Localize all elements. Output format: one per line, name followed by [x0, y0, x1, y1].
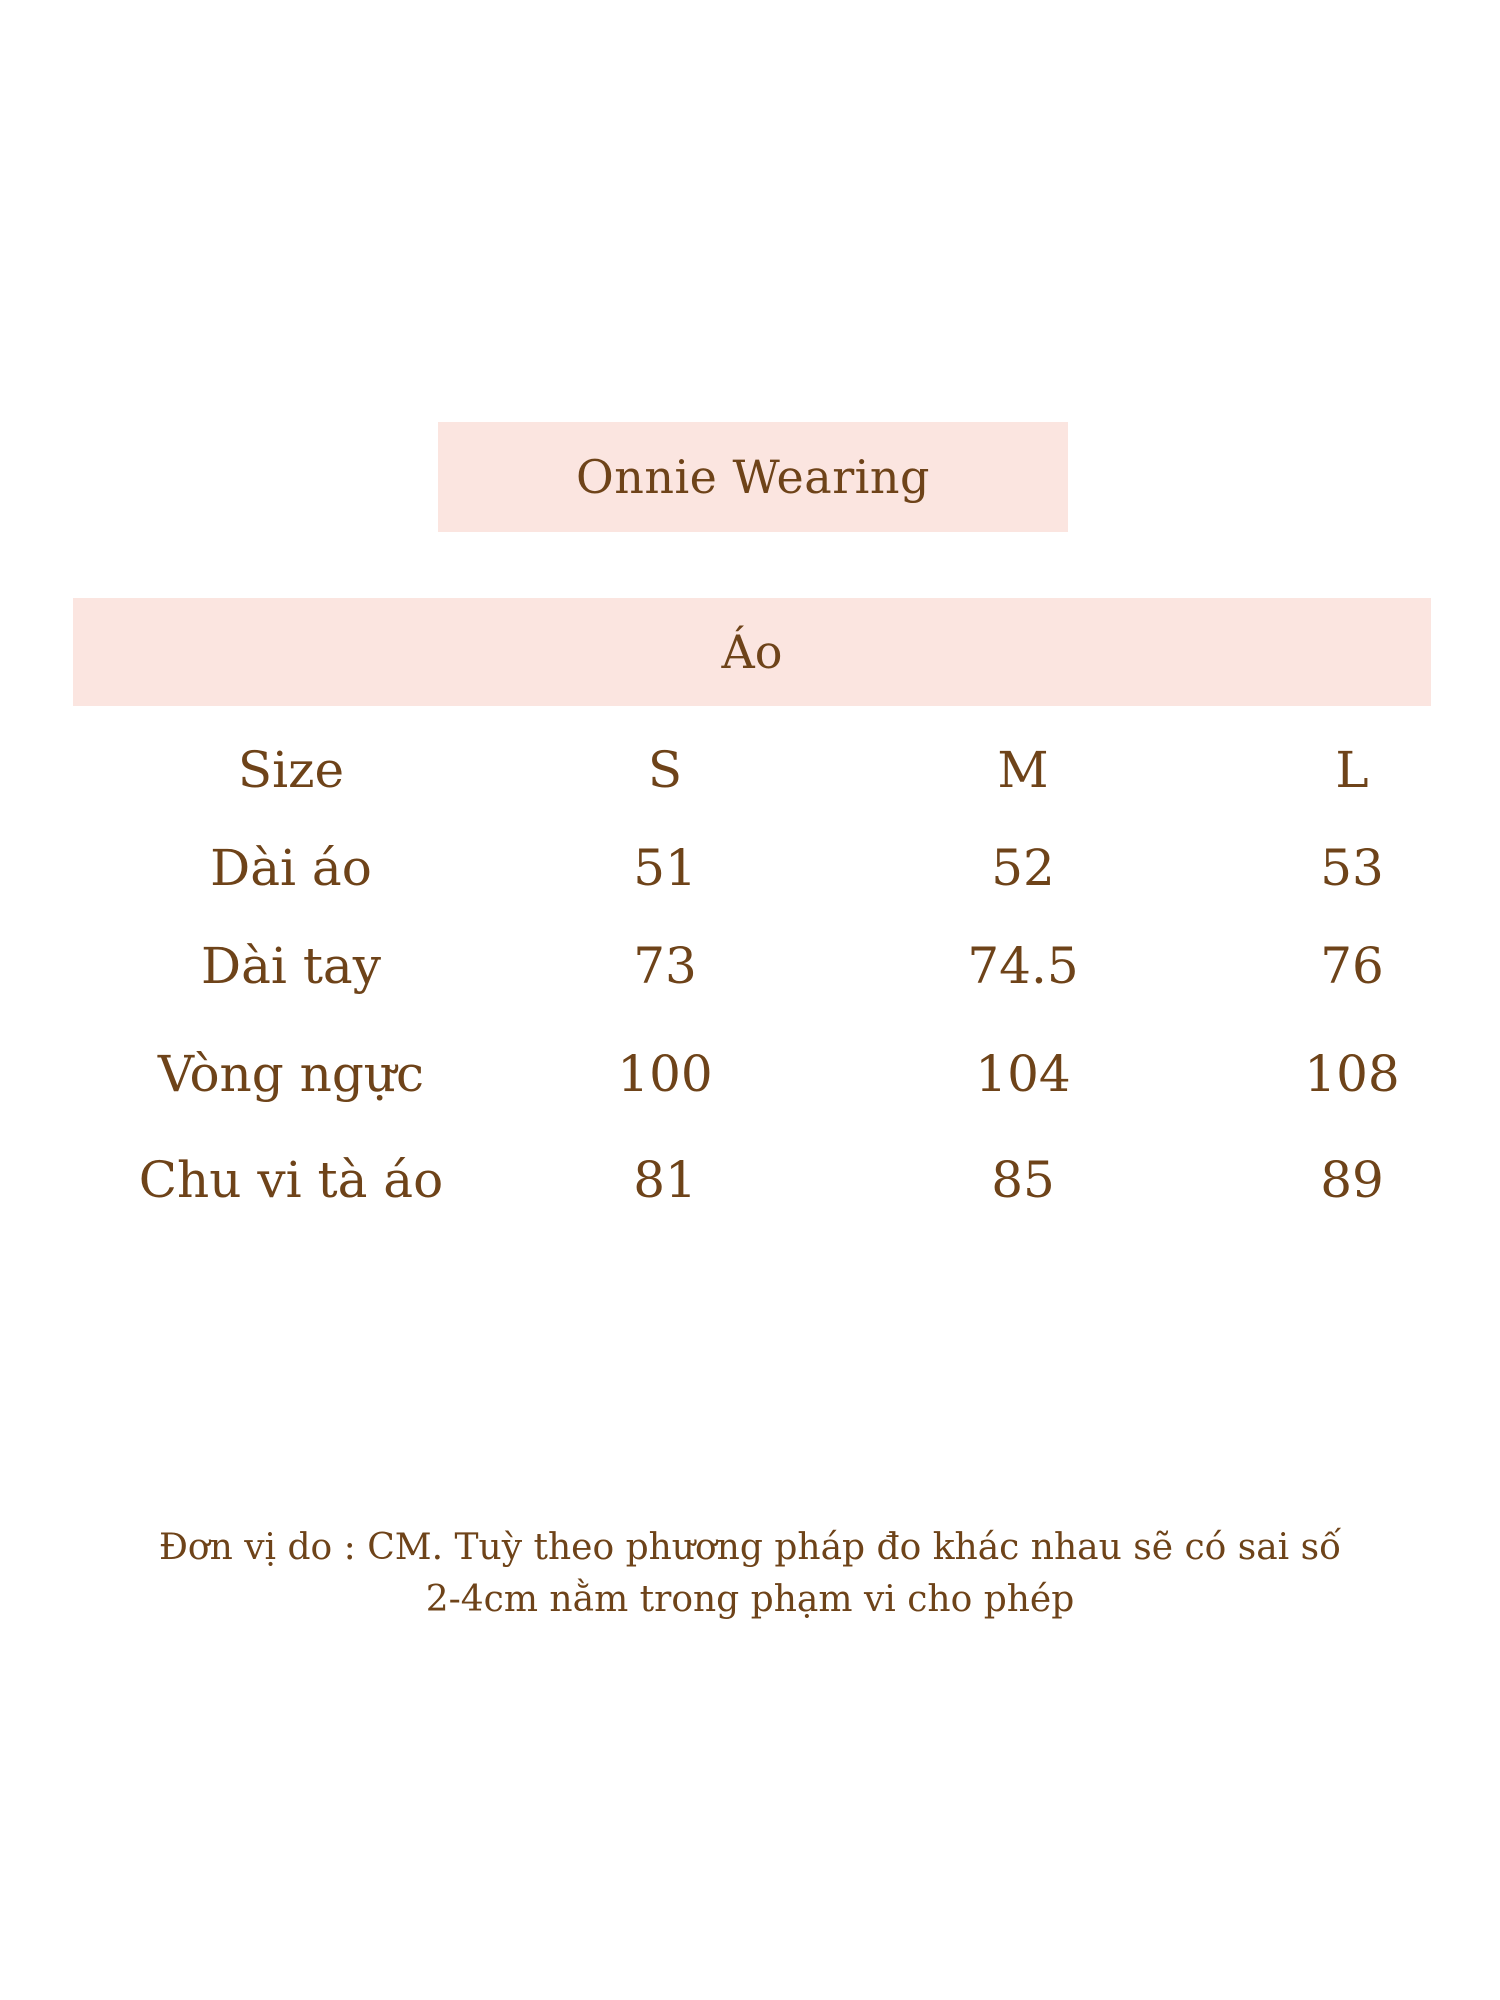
brand-title: Onnie Wearing [576, 450, 930, 504]
cell-m: 85 [991, 1151, 1055, 1209]
cell-m: 52 [991, 839, 1055, 897]
cell-m: 104 [975, 1045, 1071, 1103]
cell-l: 108 [1304, 1045, 1400, 1103]
cell-l: 76 [1320, 937, 1384, 995]
row-label: Chu vi tà áo [138, 1151, 444, 1209]
cell-s: 100 [617, 1045, 713, 1103]
table-row [0, 1140, 1500, 1220]
header-m: M [997, 741, 1049, 799]
cell-s: 51 [633, 839, 697, 897]
row-label: Vòng ngực [157, 1045, 425, 1103]
cell-l: 89 [1320, 1151, 1384, 1209]
header-size: Size [237, 741, 345, 799]
cell-s: 81 [633, 1151, 697, 1209]
table-row [0, 828, 1500, 908]
header-l: L [1335, 741, 1369, 799]
measurement-note [100, 1522, 1400, 1626]
row-label: Dài áo [210, 839, 372, 897]
section-header-band [73, 598, 1431, 706]
note-line-2: 2-4cm nằm trong phạm vi cho phép [425, 1579, 1075, 1620]
cell-m: 74.5 [967, 937, 1079, 995]
cell-l: 53 [1320, 839, 1384, 897]
section-title: Áo [721, 625, 783, 679]
header-s: S [647, 741, 683, 799]
table-row [0, 926, 1500, 1006]
table-header-row [0, 730, 1500, 810]
table-row [0, 1034, 1500, 1114]
note-line-1: Đơn vị do : CM. Tuỳ theo phương pháp đo khác nhau sẽ có sai số [158, 1527, 1342, 1568]
brand-title-box [438, 422, 1068, 532]
cell-s: 73 [633, 937, 697, 995]
row-label: Dài tay [201, 937, 381, 995]
